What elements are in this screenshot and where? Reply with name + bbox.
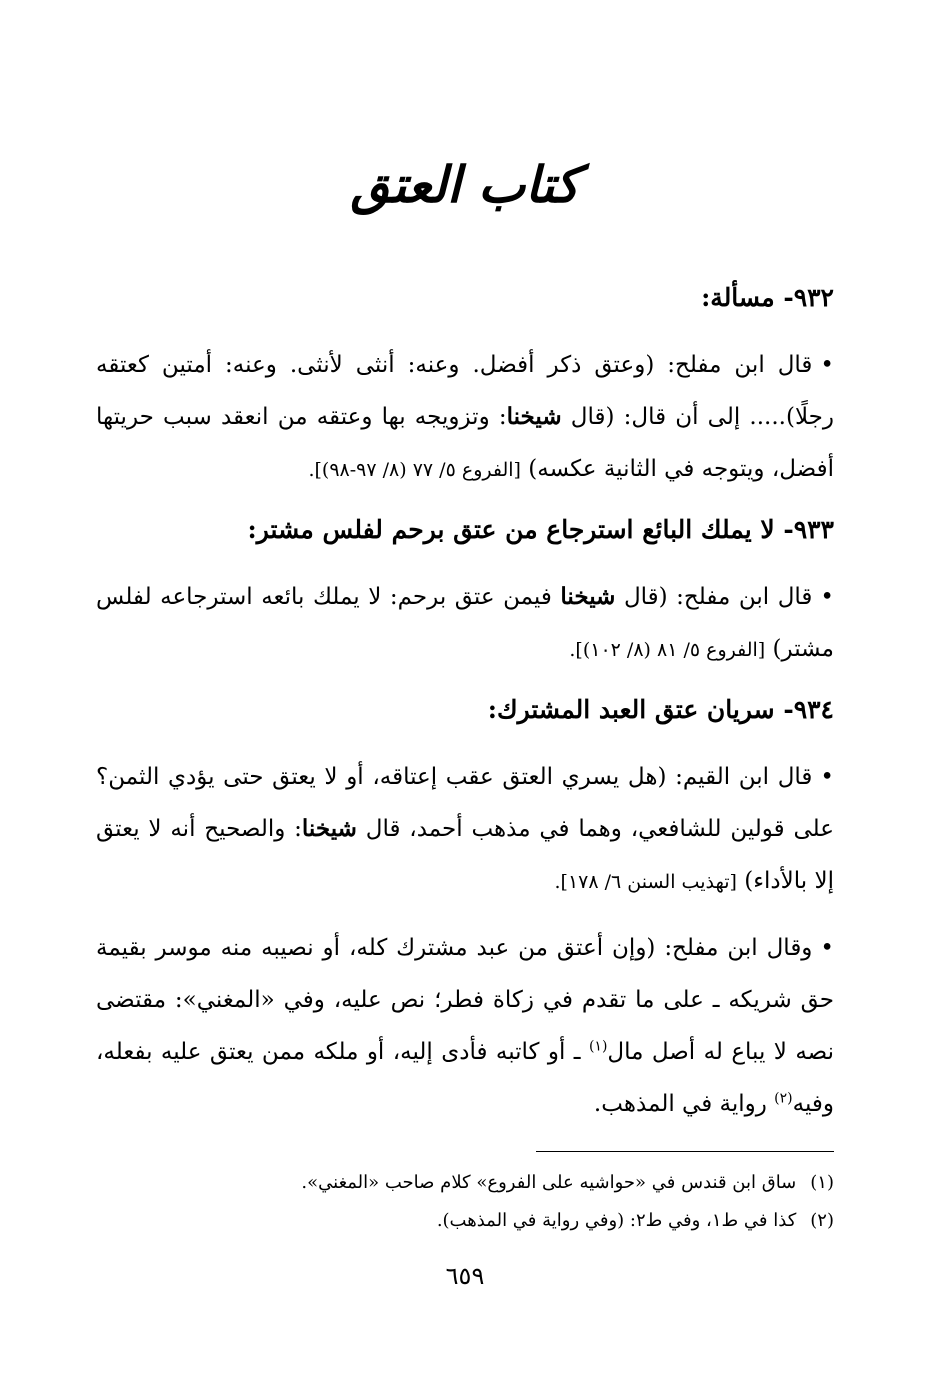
paragraph-text: قال ابن مفلح: (وعتق ذكر أفضل. وعنه: أنثى لأنثى. وعنه: أمتين كعتقه رجلًا)..... إلى أن قال: (قال xyxy=(96,352,834,430)
bullet-icon: • xyxy=(820,352,834,378)
book-page xyxy=(96,0,834,1391)
section-heading-933: ٩٣٣- لا يملك البائع استرجاع من عتق برحم لفلس مشتر: xyxy=(247,515,834,544)
footnote-2 xyxy=(96,1202,834,1240)
footnote-number: (٢) xyxy=(810,1210,834,1231)
paragraph-text: : والصحيح أنه لا يعتق إلا بالأداء) xyxy=(96,816,834,894)
shaykh-name: شيخنا xyxy=(301,815,357,842)
paragraph-text: : وتزويجه بها وعتقه من انعقد سبب حريتها أفضل، ويتوجه في الثانية عكسه) xyxy=(96,404,834,482)
source-reference: [تهذيب السنن ٦/ ١٧٨]. xyxy=(554,871,737,893)
chapter-title: كتاب العتق xyxy=(350,155,580,214)
paragraph-text: ـ أو كاتبه فأدى إليه، أو ملكه ممن يعتق عليه بفعله، وفيه xyxy=(96,1039,834,1117)
footnote-marker-1[interactable]: (١) xyxy=(588,1038,608,1055)
page-number: ٦٥٩ xyxy=(445,1262,485,1290)
section-heading-934: ٩٣٤- سريان عتق العبد المشترك: xyxy=(487,695,834,724)
bullet-icon: • xyxy=(820,764,834,790)
paragraph-932 xyxy=(96,339,834,496)
paragraph-text: قال ابن القيم: (هل يسري العتق عقب إعتاقه، أو لا يعتق حتى يؤدي الثمن؟ على قولين للشافعي، وهما في مذهب أحمد، قال xyxy=(96,764,834,842)
source-reference: [الفروع ٥/ ٧٧ (٨/ ٩٧-٩٨)]. xyxy=(308,459,521,481)
footnote-text: كذا في ط١، وفي ط٢: (وفي رواية في المذهب). xyxy=(436,1210,797,1231)
section-heading-932: ٩٣٢- مسألة: xyxy=(701,283,834,312)
bullet-icon: • xyxy=(820,935,834,961)
footnote-1 xyxy=(96,1164,834,1202)
source-reference: [الفروع ٥/ ٨١ (٨/ ١٠٢)]. xyxy=(569,639,766,661)
shaykh-name: شيخنا xyxy=(506,403,562,430)
body-text xyxy=(96,278,834,1144)
footnote-divider xyxy=(536,1151,834,1152)
bullet-icon: • xyxy=(820,584,834,610)
paragraph-text: رواية في المذهب. xyxy=(593,1091,775,1117)
paragraph-text: وقال ابن مفلح: (وإن أعتق من عبد مشترك كله، أو نصيبه منه موسر بقيمة حق شريكه ـ على ما تقدم في زكاة فطر؛ نص عليه، وفي «المغني»: مقتضى نصه لا يباع له أصل مال xyxy=(96,935,834,1065)
paragraph-933 xyxy=(96,571,834,676)
footnotes xyxy=(96,1164,834,1240)
shaykh-name: شيخنا xyxy=(560,583,616,610)
paragraph-934-a xyxy=(96,751,834,908)
paragraph-934-b xyxy=(96,922,834,1130)
paragraph-text: قال ابن مفلح: (قال xyxy=(615,584,813,610)
footnote-number: (١) xyxy=(810,1172,834,1193)
footnote-marker-2[interactable]: (٢) xyxy=(774,1090,793,1107)
footnote-text: ساق ابن قندس في «حواشيه على الفروع» كلام صاحب «المغني». xyxy=(301,1172,797,1193)
paragraph-text: فيمن عتق برحم: لا يملك بائعه استرجاعه لفلس مشتر) xyxy=(96,584,834,662)
